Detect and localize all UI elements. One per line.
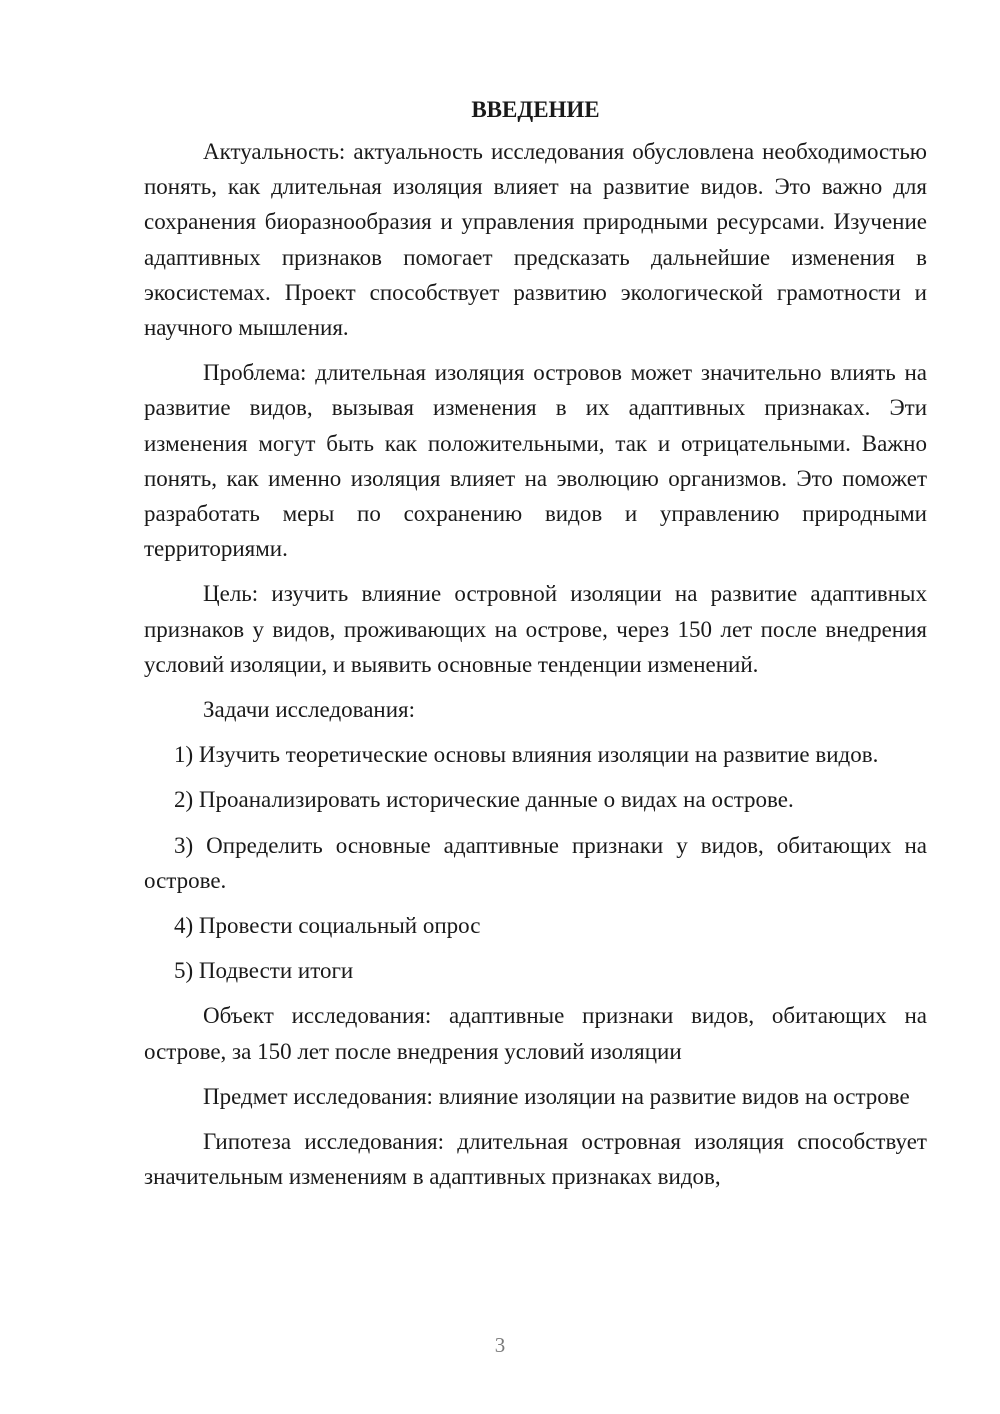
hypothesis-paragraph: Гипотеза исследования: длительная островная изоляция способствует значительным изменениям в адаптивных признаках видов, (144, 1129, 927, 1190)
task-item: 4) Провести социальный опрос (174, 913, 481, 939)
task-item: 1) Изучить теоретические основы влияния изоляции на развитие видов. (174, 742, 879, 768)
tasks-heading: Задачи исследования: (203, 697, 416, 723)
task-item: 3) Определить основные адаптивные признаки у видов, обитающих на острове. (144, 832, 927, 893)
object-paragraph: Объект исследования: адаптивные признаки видов, обитающих на острове, за 150 лет после внедрения условий изоляции (144, 1003, 927, 1064)
goal-paragraph: Цель: изучить влияние островной изоляции на развитие адаптивных признаков у видов, проживающих на острове, через 150 лет после внедрения условий изоляции, и выявить основные тенденции изменений. (144, 581, 927, 677)
task-item: 2) Проанализировать исторические данные о видах на острове. (174, 787, 794, 813)
problem-paragraph: Проблема: длительная изоляция островов может значительно влиять на развитие видов, вызывая изменения в их адаптивных признаках. Эти изменения могут быть как положительными, так и отрицательными. Важно понять, как именно изоляция влияет на эволюцию организмов. Это поможет разработать меры по сохранению видов и управлению природными территориями. (144, 360, 927, 562)
relevance-paragraph: Актуальность: актуальность исследования обусловлена необходимостью понять, как длительная изоляция влияет на развитие видов. Это важно для сохранения биоразнообразия и управления природными ресурсами. Изучение адаптивных признаков помогает предсказать дальнейшие изменения в экосистемах. Проект способствует развитию экологической грамотности и научного мышления. (144, 139, 927, 341)
subject-paragraph: Предмет исследования: влияние изоляции на развитие видов на острове (203, 1083, 910, 1109)
page-title: ВВЕДЕНИЕ (471, 97, 600, 122)
page-number: 3 (494, 1333, 506, 1357)
task-item: 5) Подвести итоги (174, 958, 354, 984)
